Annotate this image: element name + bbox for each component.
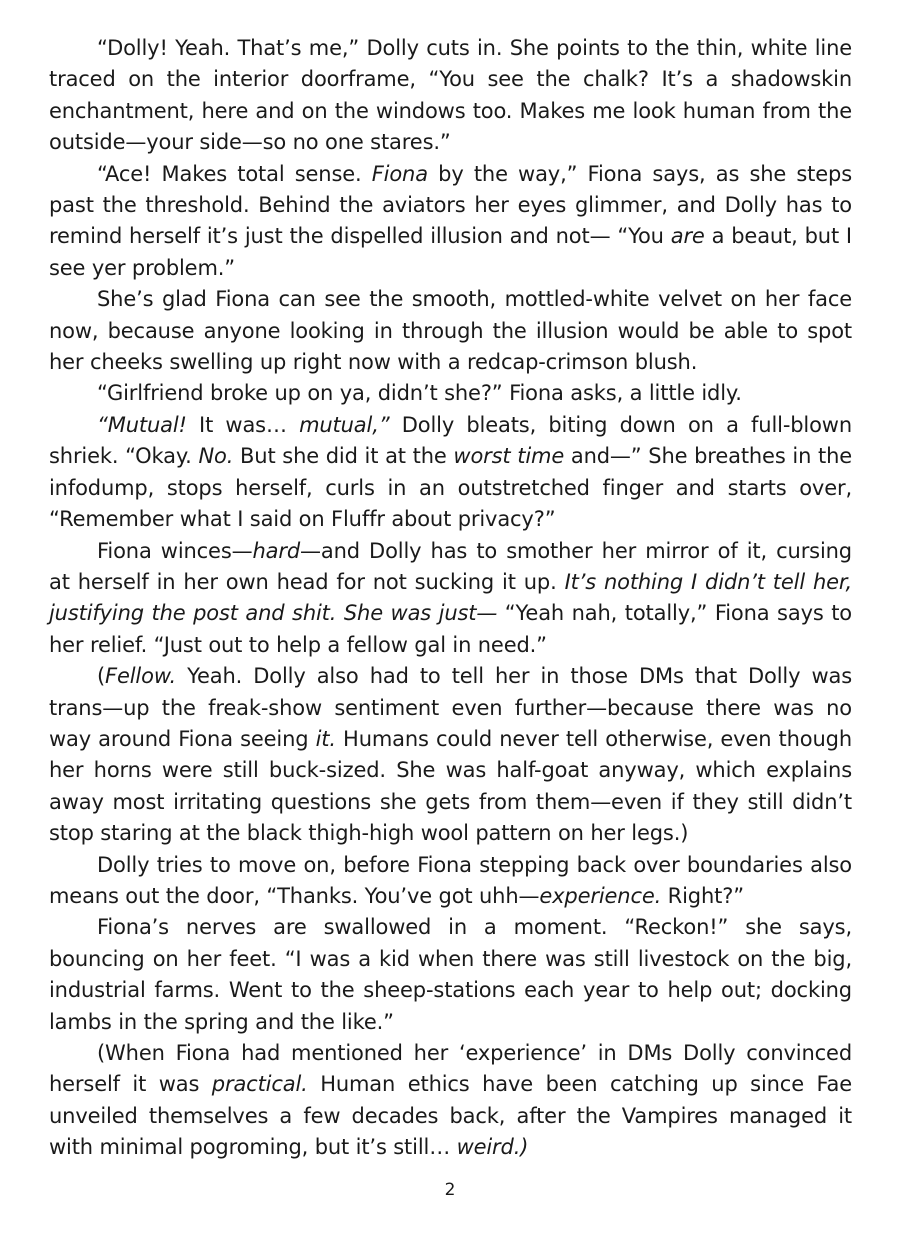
paragraph bbox=[49, 378, 852, 409]
text-run: (When Fiona had mentioned her ‘experience’ in DMs Dolly convinced herself it was bbox=[49, 1041, 852, 1097]
italic-text: practical. bbox=[211, 1072, 308, 1097]
paragraph bbox=[49, 33, 852, 159]
page-number: 2 bbox=[444, 1180, 456, 1200]
text-run: “Dolly! Yeah. That’s me,” Dolly cuts in. She points to the thin, white line traced on the interior doorframe, “You see the chalk? It’s a shadowskin enchantment, here and on the windows too. Makes me look human from the outside—your side—so no one stares.” bbox=[49, 36, 852, 155]
italic-text: worst time bbox=[453, 444, 565, 469]
text-run: ( bbox=[97, 664, 106, 689]
text-run: Dolly bleats, biting down on a full-blown shriek. “Okay. bbox=[49, 412, 852, 469]
paragraph bbox=[49, 284, 852, 378]
text-run: But she did it at the bbox=[233, 444, 454, 469]
text-run: Humans could never tell otherwise, even though her horns were still buck-sized. She was half-goat anyway, which explains away most irritating questions she gets from them—even if they still didn’t stop staring at the black thigh-high wool pattern on her legs.) bbox=[49, 726, 852, 846]
paragraph bbox=[49, 536, 852, 662]
text-run: Human ethics have been catching up since Fae unveiled themselves a few decades back, after the Vampires managed it with minimal pogroming, but it’s still… bbox=[49, 1072, 852, 1160]
text-run: —and Dolly has to smother her mirror of it, cursing at herself in her own head for not sucking it up. bbox=[49, 538, 852, 594]
text-run: Dolly tries to move on, before Fiona stepping back over boundaries also means out the door, “Thanks. You’ve got uhh— bbox=[49, 852, 852, 908]
italic-text: weird.) bbox=[456, 1135, 529, 1160]
italic-text: experience. bbox=[539, 883, 662, 908]
text-run: Right?” bbox=[661, 883, 744, 908]
italic-text: “Mutual! bbox=[97, 412, 187, 437]
paragraph bbox=[49, 661, 852, 849]
text-run: Fiona’s nerves are swallowed in a moment. “Reckon!” she says, bouncing on her feet. “I was a kid when there was still livestock on the big, industrial farms. Went to the sheep-stations each year to help out; docking lambs in the spring and the like.” bbox=[49, 915, 852, 1034]
text-run: Fiona winces— bbox=[97, 538, 253, 563]
paragraph bbox=[49, 1038, 852, 1164]
text-run: “Yeah nah, totally,” Fiona says to her relief. “Just out to help a fellow gal in need.” bbox=[49, 601, 852, 657]
italic-text: Fiona bbox=[371, 161, 428, 186]
text-run: Yeah. Dolly also had to tell her in those DMs that Dolly was trans—up the freak-show sentiment even further—because there was no way around Fiona seeing bbox=[49, 664, 852, 751]
italic-text: Fellow. bbox=[105, 664, 177, 689]
text-run: and—” She breathes in the infodump, stops herself, curls in an outstretched finger and starts over, “Remember what I said on Fluffr about privacy?” bbox=[49, 444, 852, 532]
italic-text: are bbox=[670, 224, 705, 249]
italic-text: it. bbox=[315, 726, 336, 751]
italic-text: hard bbox=[252, 538, 301, 563]
paragraph bbox=[49, 912, 852, 1038]
italic-text: It’s nothing I didn’t tell her, justifying the post and shit. She was just— bbox=[49, 569, 852, 626]
text-run: It was… bbox=[186, 412, 300, 437]
paragraph bbox=[49, 410, 852, 536]
text-run: a beaut, but I see yer problem.” bbox=[49, 224, 852, 280]
text-run: “Ace! Makes total sense. bbox=[97, 161, 372, 186]
text-run: by the way,” Fiona says, as she steps past the threshold. Behind the aviators her eyes glimmer, and Dolly has to remind herself it’s just the dispelled illusion and not— “You bbox=[49, 161, 853, 249]
italic-text: mutual,” bbox=[299, 412, 390, 437]
paragraph bbox=[49, 850, 852, 913]
page-body bbox=[49, 33, 852, 1164]
text-run: “Girlfriend broke up on ya, didn’t she?” Fiona asks, a little idly. bbox=[97, 381, 742, 406]
paragraph bbox=[49, 159, 852, 285]
italic-text: No. bbox=[198, 444, 234, 469]
text-run: She’s glad Fiona can see the smooth, mottled-white velvet on her face now, because anyone looking in through the illusion would be able to spot her cheeks swelling up right now with a redcap-crimson blush. bbox=[49, 287, 852, 375]
